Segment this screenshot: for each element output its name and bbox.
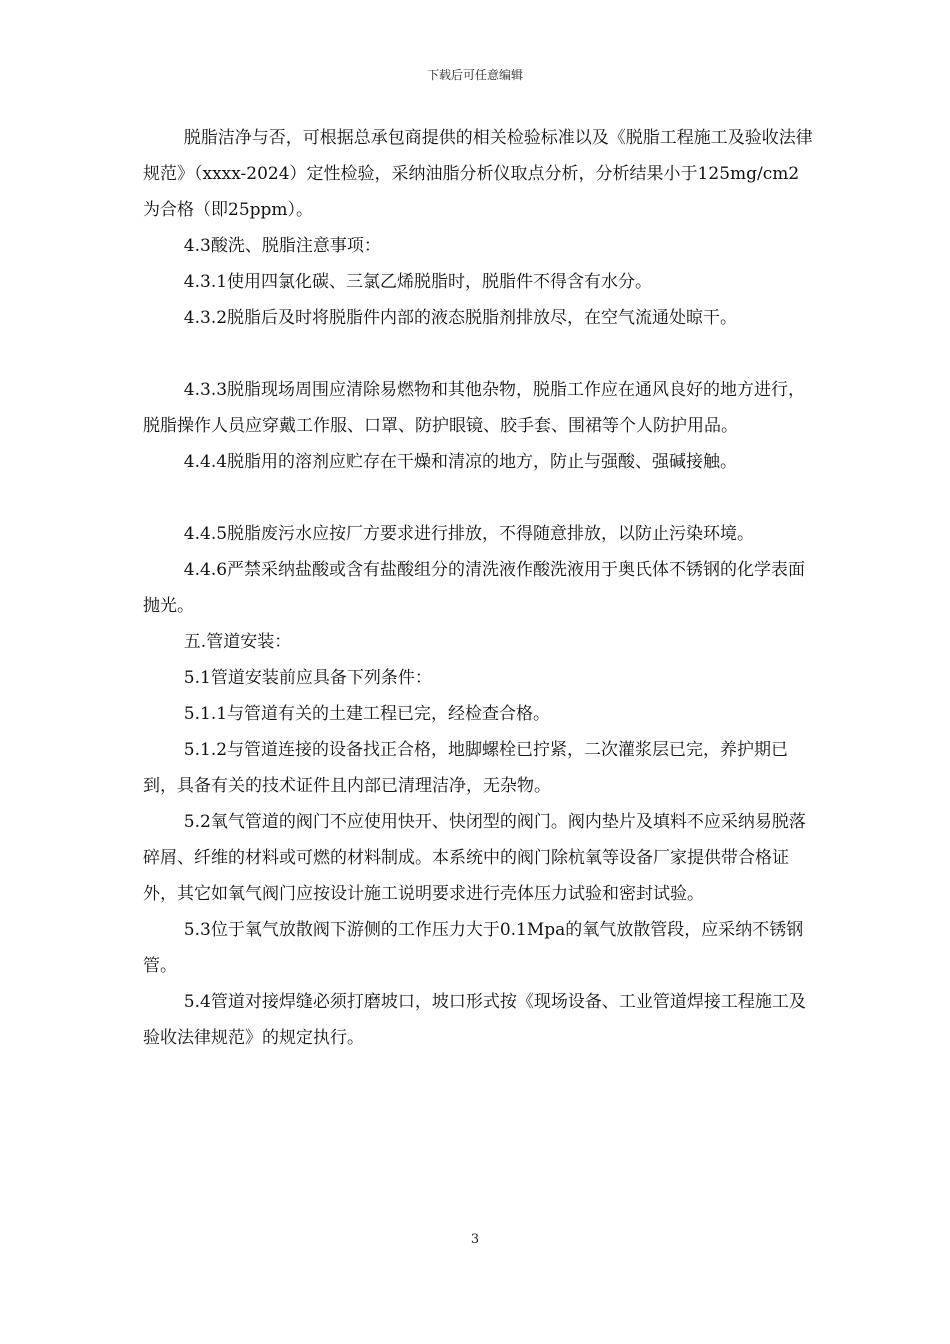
paragraph-5-1: 5.1管道安装前应具备下列条件： [183, 668, 432, 688]
paragraph-4-3-3: 4.3.3脱脂现场周围应清除易燃物和其他杂物，脱脂工作应在通风良好的地方进行，脱脂操作人员应穿戴工作服、口罩、防护眼镜、胶手套、围裙等个人防护用品。 [143, 380, 806, 436]
paragraph-5-4: 5.4管道对接焊缝必须打磨坡口，坡口形式按《现场设备、工业管道焊接工程施工及验收法律规范》的规定执行。 [143, 992, 806, 1048]
paragraph-5-2: 5.2氧气管道的阀门不应使用快开、快闭型的阀门。阀内垫片及填料不应采纳易脱落碎屑、纤维的材料或可燃的材料制成。本系统中的阀门除杭氧等设备厂家提供带合格证外，其它如氧气阀门应按设计施工说明要求进行壳体压力试验和密封试验。 [143, 812, 806, 904]
paragraph-4-4-6: 4.4.6严禁采纳盐酸或含有盐酸组分的清洗液作酸洗液用于奥氏体不锈钢的化学表面抛光。 [143, 560, 806, 616]
document-body [143, 120, 815, 1056]
paragraph-4-3-2: 4.3.2脱脂后及时将脱脂件内部的液态脱脂剂排放尽，在空气流通处晾干。 [183, 308, 738, 328]
paragraph-5-3: 5.3位于氧气放散阀下游侧的工作压力大于0.1Mpa的氧气放散管段，应采纳不锈钢管。 [143, 920, 804, 976]
paragraph-5-1-1: 5.1.1与管道有关的土建工程已完，经检查合格。 [183, 704, 551, 724]
page-number: 3 [470, 1232, 480, 1247]
spacer [143, 480, 815, 516]
page-header: 下载后可任意编辑 [426, 68, 523, 82]
paragraph-4-3-1: 4.3.1使用四氯化碳、三氯乙烯脱脂时，脱脂件不得含有水分。 [183, 272, 653, 292]
paragraph-degreasing-inspection: 脱脂洁净与否，可根据总承包商提供的相关检验标准以及《脱脂工程施工及验收法律规范》（xxxx-2024）定性检验，采纳油脂分析仪取点分析，分析结果小于125mg/cm2为合格（即25ppm）。 [143, 128, 813, 220]
section-heading-5: 五.管道安装： [183, 632, 292, 652]
paragraph-4-4-4: 4.4.4脱脂用的溶剂应贮存在干燥和清凉的地方，防止与强酸、强碱接触。 [183, 452, 738, 472]
spacer [143, 336, 815, 372]
paragraph-4-4-5: 4.4.5脱脂废污水应按厂方要求进行排放，不得随意排放，以防止污染环境。 [183, 524, 755, 544]
paragraph-5-1-2: 5.1.2与管道连接的设备找正合格，地脚螺栓已拧紧，二次灌浆层已完，养护期已到，具备有关的技术证件且内部已清理洁净，无杂物。 [143, 740, 789, 796]
section-heading-4-3: 4.3酸洗、脱脂注意事项： [183, 236, 381, 256]
